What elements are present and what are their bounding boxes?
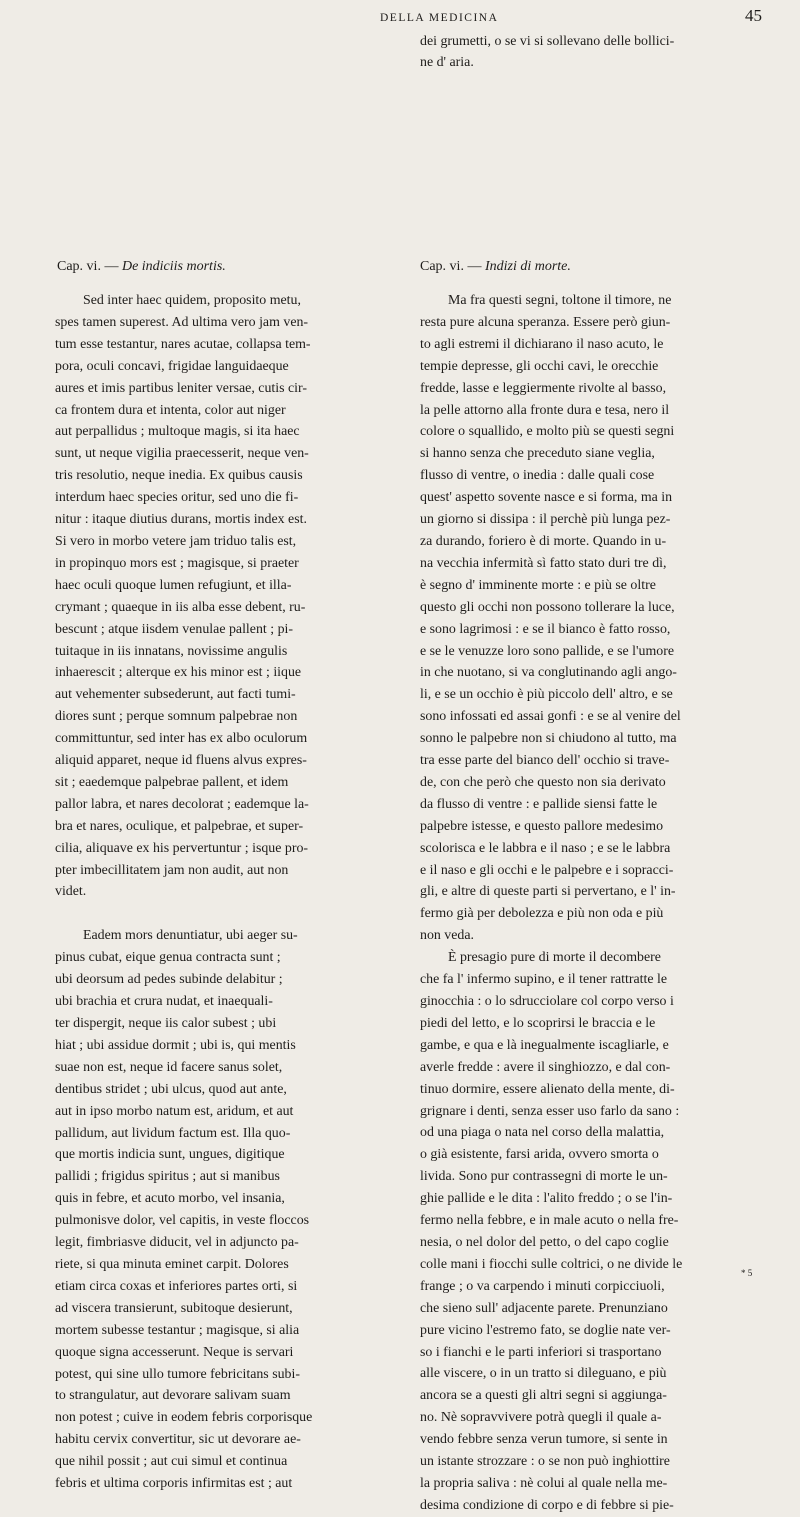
running-title: DELLA MEDICINA	[380, 12, 499, 24]
latin-paragraph: Sed inter haec quidem, proposito metu, spes tamen superest. Ad ultima vero jam ven- tum esse testantur, nares acutae, collapsa tem- pora, oculi concavi, frigidae languidaeque aures et imis partibus leniter versae, cutis cir- ca frontem dura et intenta, color aut niger aut perpallidus ; multoque magis, si ita haec sunt, ut neque vigilia praecesserit, neque ven- tris resolutio, neque inedia. Ex quibus causis interdum haec species oritur, sed uno die fi- nitur : itaque diutius durans, mortis index est. Si vero in morbo vetere jam triduo talis est, in propinquo mors est ; magisque, si praeter haec oculi quoque lumen refugiunt, et illa- crymant ; quaeque in iis alba esse debent, ru- bescunt ; atque iisdem venulae pallent ; pi- tuitaque in iis innatans, novissime angulis inhaerescit ; alterque ex his minor est ; iique aut vehementer subsederunt, aut facti tumi- diores sunt ; perque somnum palpebrae non committuntur, sed inter has ex albo oculorum aliquid apparet, neque id fluens alvus expres- sit ; eaedemque palpebrae pallent, et idem pallor labra, et nares decolorat ; eademque la- bra et nares, oculique, et palpebrae, et super- cilia, aliquave ex his pervertuntur ; isque pro- pter imbecillitatem jam non audit, aut non videt.	[55, 293, 311, 900]
page-number: 45	[745, 6, 762, 25]
chapter-label-latin: Cap. vi. —	[57, 259, 122, 274]
chapter-heading-italian	[420, 259, 571, 275]
latin-paragraph: Eadem mors denuntiatur, ubi aeger su- pinus cubat, eique genua contracta sunt ; ubi deorsum ad pedes subinde delabitur ; ubi brachia et crura nudat, et inaequali- ter dispergit, neque iis calor subest ; ubi hiat ; ubi assidue dormit ; ubi is, qui mentis suae non est, neque id facere sanus solet, dentibus stridet ; ubi ulcus, quod aut ante, aut in ipso morbo natum est, aridum, et aut pallidum, aut lividum factum est. Illa quo- que mortis indicia sunt, ungues, digitique pallidi ; frigidus spiritus ; aut si manibus quis in febre, et acuto morbo, vel insania, pulmonisve dolor, vel capitis, in veste floccos legit, fimbriasve diducit, vel in adjuncto pa- riete, si qua minuta eminet carpit. Dolores etiam circa coxas et inferiores partes orti, si ad viscera transierunt, subitoque desierunt, mortem subesse testantur ; magisque, si alia quoque signa accesserunt. Neque is servari potest, qui sine ullo tumore febricitans subi- to strangulatur, aut devorare salivam suam non potest ; cuive in eodem febris corporisque habitu cervix convertitur, sic ut devorare ae- que nihil possit ; aut cui simul et continua febris et ultima corporis infirmitas est ; aut	[55, 928, 313, 1492]
chapter-label-italian: Cap. vi. —	[420, 259, 485, 274]
italian-column	[420, 290, 760, 1517]
chapter-title-latin: De indiciis mortis.	[121, 259, 226, 274]
chapter-heading-latin	[57, 259, 226, 275]
italian-paragraph: Ma fra questi segni, toltone il timore, ne resta pure alcuna speranza. Essere però giun- to agli estremi il dichiarano il naso acuto, le tempie depresse, gli occhi cavi, le orecchie fredde, lasse e leggiermente rivolte al basso, la pelle attorno alla fronte dura e tesa, nero il colore o squallido, e molto più se questi segni si hanno senza che preceduto siane veglia, flusso di ventre, o inedia : dalle quali cose quest' aspetto sovente nasce e si forma, ma in un giorno si dissipa : il perchè più lunga pez- za durando, foriero è di morte. Quando in u- na vecchia infermità sì fatto stato duri tre dì, è segno d' imminente morte : e più se oltre questo gli occhi non possono tollerare la luce, e sono lagrimosi : e se il bianco è fatto rosso, e se le venuzze loro sono pallide, e se l'umore in che nuotano, si va conglutinando agli ango- li, e se un occhio è più piccolo dell' altro, e se sono infossati ed assai gonfi : e se al venire del sonno le palpebre non si chiudono al tutto, ma tra esse parte del bianco dell' occhio si trave- de, con che però che questo non sia derivato da flusso di ventre : e pallide siensi fatte le palpebre istesse, e questo pallore medesimo scolorisca e le labbra e il naso ; e se le labbra e il naso e gli occhi e le palpebre e i sopracci- gli, e altre di queste parti si pervertano, e l' in- fermo già per debolezza e più non oda e più non veda.	[420, 293, 681, 944]
signature-mark: * 5	[741, 1268, 753, 1278]
latin-column	[55, 290, 395, 1495]
continuation-text: dei grumetti, o se vi si sollevano delle bollici- ne d' aria.	[420, 34, 675, 71]
italian-paragraph: È presagio pure di morte il decombere che fa l' infermo supino, e il tener rattratte le ginocchia : o lo sdrucciolare col corpo verso i piedi del letto, e lo scoprirsi le braccia e le gambe, e qua e là inegualmente iscagliarle, e averle fredde : avere il singhiozzo, e dal con- tinuo dormire, essere alienato della mente, di- grignare i denti, senza esser uso farlo da sano : od una piaga o nata nel corso della malattia, o già esistente, farsi arida, ovvero smorta o livida. Sono pur contrassegni di morte le un- ghie pallide e le dita : l'alito freddo ; o se l'in- fermo nella febbre, e in male acuto o nella fre- nesia, o nel dolor del petto, o del capo coglie colle mani i fiocchi sulle coltrici, o ne divide le frange ; o va carpendo i minuti corpicciuoli, che sieno sull' adjacente parete. Prenunziano pure vicino l'estremo fato, se doglie nate ver- so i fianchi e le parti inferiori si trasportano alle viscere, o in un tratto si dileguano, e più ancora se a questi gli altri segni si aggiunga- no. Nè sopravvivere potrà quegli il quale a- vendo febbre senza verun tumore, si sente in un istante strozzare : o se non può inghiottire la propria saliva : nè colui al quale nella me- desima condizione di corpo e di febbre si pie-	[420, 950, 683, 1513]
chapter-title-italian: Indizi di morte.	[484, 259, 571, 274]
